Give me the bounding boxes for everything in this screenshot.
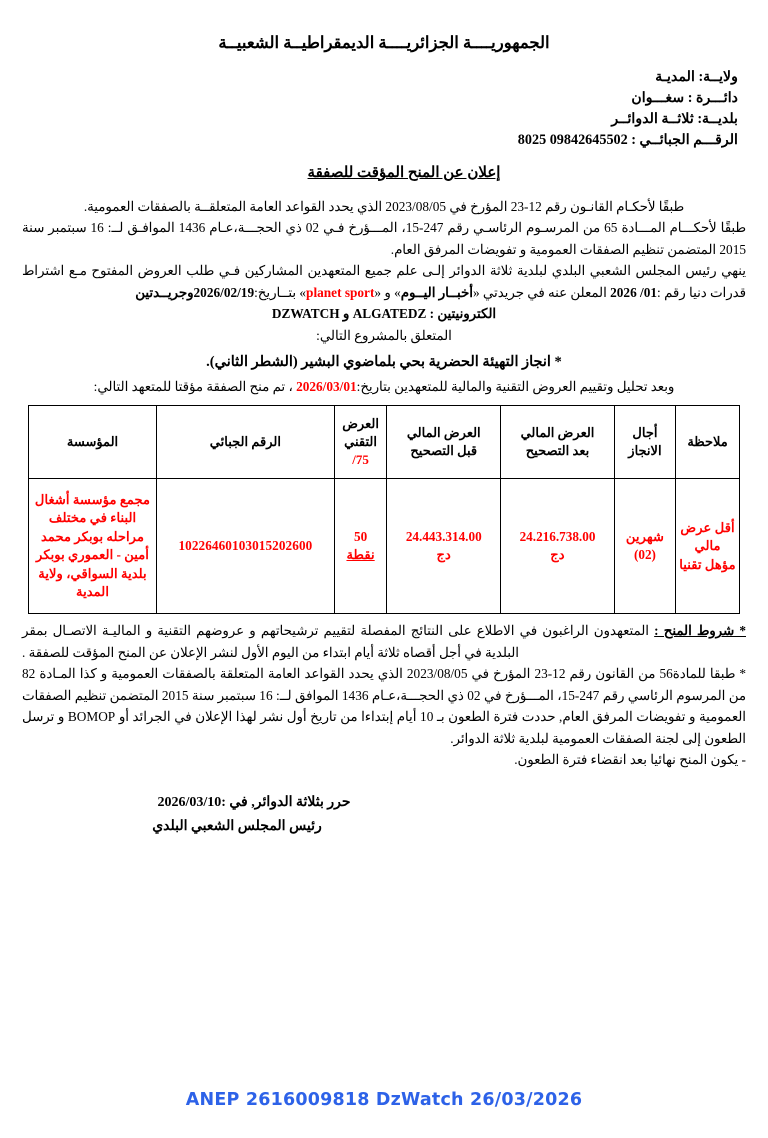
header-after-line1: العرض المالي: [520, 425, 595, 441]
evaluation-part-a: وبعد تحليل وتقييم العروض التقنية والمالية للمتعهدين بتاريخ:: [356, 379, 675, 395]
header-delay-line2: الانجاز: [628, 443, 662, 459]
header-before-line2: قبل التصحيح: [410, 443, 478, 459]
conditions-text-2b: الذي يحدد القواعد العامة المتعلقة بالصفقات العمومية و كذا المـادة 82 من المرسوم الرئاسي رقم 247-15، المـــؤرخ في 02 ذي الحجـــة،عـام 1436 الموافق لــ: 16 سبتمبر سنة 2015 المتضمن تنظيم الصفقات العمومية و تفويضات المرفق العام, حددت فترة الطعون بـ 10 أيام إبتداءا من تاريخ أول نشر لهذا الإعلان في الجرائد أو BOMOP و ترسل الطعون إلى لجنة الصفقات العمومية لبلدية ثلاثة الدوائر.: [22, 666, 746, 746]
table-row: [29, 479, 740, 614]
cell-note: أقل عرض مالي مؤهل تقنيا: [676, 479, 740, 614]
cell-before-correction: [387, 479, 501, 614]
intro-section: [0, 182, 768, 347]
evaluation-date: 2026/03/01: [296, 379, 357, 395]
signature-block: [0, 771, 768, 839]
evaluation-part-b: ، تم منح الصفقة مؤقتا للمتعهد التالي:: [93, 379, 297, 395]
header-tax-number: الرقم الجبائي: [157, 406, 335, 479]
cell-delay-line1: شهرين: [625, 528, 664, 544]
tax-number-label: الرقـــم الجبائــي :: [627, 131, 738, 148]
intro-p1-date: 2023/08/05: [385, 198, 446, 214]
intro-paragraph-4: [22, 303, 746, 325]
electronic-sites-names: ALGATEDZ و DZWATCH: [271, 306, 427, 322]
intro-paragraph-3: [22, 260, 746, 303]
intro-p3-part-c: » و «: [374, 284, 401, 300]
cell-before-currency: دج: [436, 547, 451, 563]
header-before-line1: العرض المالي: [406, 425, 481, 441]
cell-after-amount: 24.216.738.00: [519, 528, 596, 544]
conditions-label: * شروط المنح :: [654, 623, 746, 639]
baladia-line: بلديــة: ثلاثــة الدوائــر: [611, 110, 738, 127]
administration-block: [0, 53, 768, 151]
electronic-sites-label: الكترونيتين :: [426, 306, 497, 322]
header-organization: المؤسسة: [29, 406, 157, 479]
cell-organization: مجمع مؤسسة أشغال البناء في مختلف مراحله بوبكر محمد أمين - العموري بوبكر بلدية السواقي، ولاية المدية: [29, 479, 157, 614]
intro-p3-part-b: المعلن عنه في جريدتي «: [472, 284, 611, 300]
tax-number-line: [0, 130, 738, 151]
award-table-wrapper: [0, 395, 768, 614]
header-tech-line2: التقني: [344, 434, 377, 450]
anep-footer: ANEP 2616009818 DzWatch 26/03/2026: [185, 1090, 583, 1110]
header-note: ملاحظة: [676, 406, 740, 479]
header-tech-line1: العرض: [342, 416, 379, 432]
cell-technical-score: [334, 479, 387, 614]
table-header-row: [29, 406, 740, 479]
cell-tech-score-unit: نقطة: [346, 547, 375, 563]
award-table-body: [29, 479, 740, 614]
cell-after-correction: [501, 479, 615, 614]
republic-heading: الجمهوريــــة الجزائريــــة الديمقراطيــة الشعبيــة: [218, 33, 550, 52]
tax-number-value: 09842645502 8025: [517, 131, 628, 148]
conditions-text-1: المتعهدون الراغبون في الاطلاع على النتائج المفصلة لتقييم ترشيحاتهم و عروضهم التقنية و الماليـة الاتصـال بمقر البلدية في أجل أقصاه ثلاثة أيام ابتداء من اليوم الأول لنشر الإعلان عن المنح المؤقت للصفقة .: [22, 623, 655, 660]
cell-delay-line2: (02): [633, 547, 656, 563]
header-tech-max-score: 75/: [352, 452, 369, 468]
newspaper-name-2: planet sport: [306, 284, 375, 300]
header-technical-offer: [334, 406, 387, 479]
header-delay: [614, 406, 675, 479]
intro-p3-part-d: » بتــاريخ:: [254, 284, 307, 300]
daira-line: دائـــرة : سغـــوان: [631, 89, 738, 106]
conditions-section: [0, 614, 768, 771]
header-after-correction: [501, 406, 615, 479]
conditions-text-2a: * طبقا للمادة56 من القانون رقم 12-23 المؤرخ في: [467, 666, 746, 682]
project-title: * انجاز التهيئة الحضرية بحي بلماضوي البشير (الشطر الثاني).: [206, 354, 562, 371]
conditions-law-date: 2023/08/05: [406, 666, 468, 682]
cell-tax-number: 10226460103015202600: [157, 479, 335, 614]
intro-p3-part-e: وجريــدتين: [135, 284, 194, 300]
publication-date: 2026/02/19: [193, 284, 255, 300]
intro-paragraph-2: طبقًا لأحكـــام المـــادة 65 من المرسـوم الرئاسـي رقم 247-15، المـــؤرخ فـي 02 ذي الحجـــة،عـام 1436 الموافـق لــ: 16 سبتمبر سنة 2015 المتضمن تنظيم الصفقات العمومية و تفويضات المرفق العام.: [22, 220, 747, 257]
cell-delay: [614, 479, 675, 614]
signature-place-label: حرر بثلاثة الدوائر, في :: [221, 794, 351, 810]
condition-paragraph-2: [22, 663, 746, 749]
page-title: إعلان عن المنح المؤقت للصفقة: [307, 164, 501, 181]
cell-after-currency: دج: [550, 547, 565, 563]
header-before-correction: [387, 406, 501, 479]
newspaper-name-1: أخبــار اليــوم: [400, 284, 473, 300]
intro-paragraph-5: المتعلق بالمشروع التالي:: [316, 327, 452, 343]
intro-p1-part-a: طبقًا لأحكـام القانـون رقم 12-23 المؤرخ في: [446, 198, 685, 214]
award-table-head: [29, 406, 740, 479]
signature-place-date: [0, 791, 508, 815]
wilaya-line: ولايــة: المديـة: [655, 68, 738, 85]
signature-role: رئيس المجلس الشعبي البلدي: [152, 818, 322, 834]
signature-date: 2026/03/10: [157, 794, 222, 810]
tender-number: 01/ 2026: [610, 284, 658, 300]
condition-paragraph-3: - يكون المنح نهائيا بعد انقضاء فترة الطعون.: [514, 752, 746, 768]
intro-p3-part-a: ينهي رئيس المجلس الشعبي البلدي لبلدية ثلاثة الدوائر إلـى علم جميع المتعهدين المشاركين فـي طلب العروض المفتوح مـع اشتراط قدرات دنيا رقم :: [22, 263, 746, 300]
cell-tech-score-value: 50: [353, 528, 368, 544]
intro-paragraph-1: [22, 196, 746, 218]
header-after-line2: بعد التصحيح: [525, 443, 590, 459]
condition-paragraph-1: [22, 620, 746, 663]
award-table: [28, 405, 740, 614]
evaluation-statement: [0, 371, 768, 395]
header-delay-line1: أجال: [632, 425, 658, 441]
intro-p1-part-b: الذي يحدد القواعد العامة المتعلقــة بالصفقات العمومية.: [83, 198, 386, 214]
cell-before-amount: 24.443.314.00: [405, 528, 482, 544]
